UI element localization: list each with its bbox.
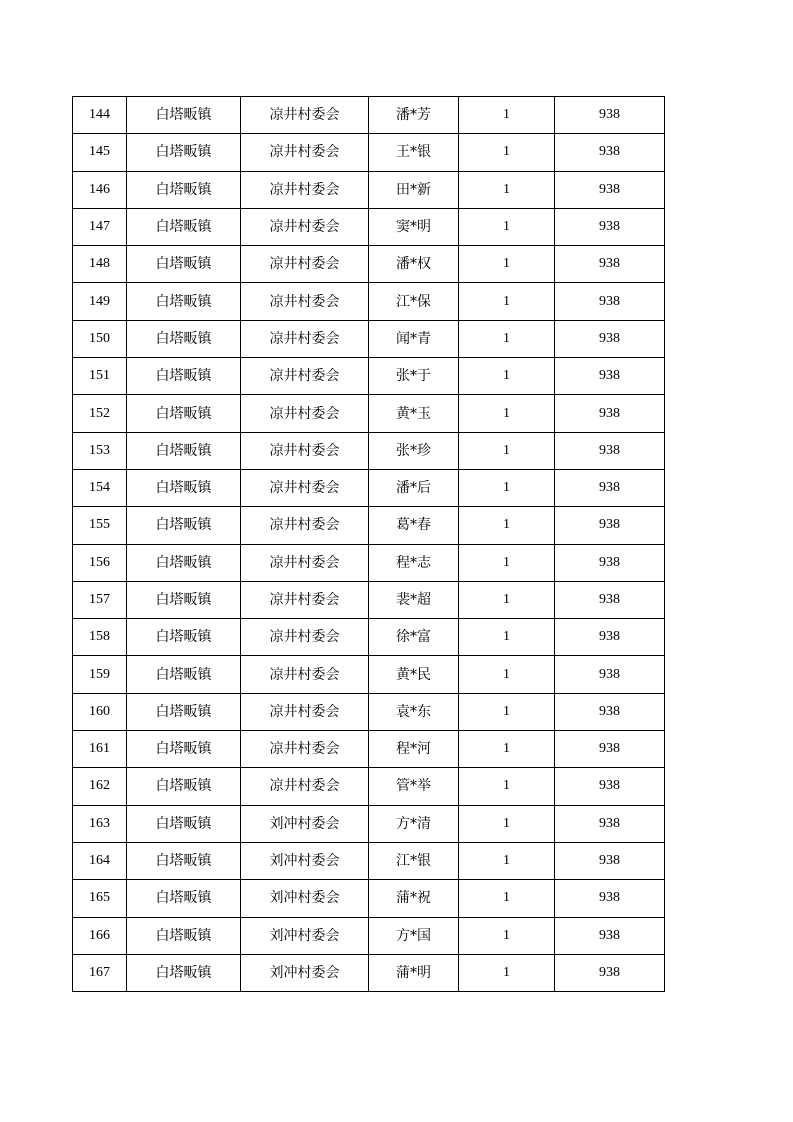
table-row	[73, 917, 665, 954]
cell-amount: 938	[555, 619, 665, 656]
cell-serial-number: 145	[73, 134, 127, 171]
cell-village-committee: 刘冲村委会	[241, 954, 369, 991]
cell-amount: 938	[555, 507, 665, 544]
cell-town: 白塔畈镇	[127, 842, 241, 879]
cell-serial-number: 154	[73, 469, 127, 506]
cell-person-name: 蒲*祝	[369, 880, 459, 917]
cell-serial-number: 167	[73, 954, 127, 991]
cell-amount: 938	[555, 432, 665, 469]
cell-town: 白塔畈镇	[127, 395, 241, 432]
cell-amount: 938	[555, 208, 665, 245]
table-row	[73, 469, 665, 506]
cell-person-name: 葛*春	[369, 507, 459, 544]
cell-town: 白塔畈镇	[127, 97, 241, 134]
cell-village-committee: 凉井村委会	[241, 656, 369, 693]
cell-person-name: 王*银	[369, 134, 459, 171]
table-row	[73, 880, 665, 917]
roster-table	[72, 96, 665, 992]
table-row	[73, 693, 665, 730]
cell-serial-number: 151	[73, 358, 127, 395]
cell-town: 白塔畈镇	[127, 171, 241, 208]
cell-person-name: 管*举	[369, 768, 459, 805]
table-row	[73, 805, 665, 842]
cell-person-name: 潘*芳	[369, 97, 459, 134]
cell-village-committee: 凉井村委会	[241, 619, 369, 656]
cell-village-committee: 凉井村委会	[241, 581, 369, 618]
cell-count: 1	[459, 581, 555, 618]
cell-person-name: 方*国	[369, 917, 459, 954]
cell-person-name: 闻*青	[369, 320, 459, 357]
cell-town: 白塔畈镇	[127, 469, 241, 506]
cell-serial-number: 156	[73, 544, 127, 581]
cell-amount: 938	[555, 693, 665, 730]
cell-village-committee: 凉井村委会	[241, 208, 369, 245]
cell-amount: 938	[555, 842, 665, 879]
cell-amount: 938	[555, 171, 665, 208]
cell-person-name: 蒲*明	[369, 954, 459, 991]
cell-person-name: 江*保	[369, 283, 459, 320]
cell-town: 白塔畈镇	[127, 134, 241, 171]
cell-serial-number: 159	[73, 656, 127, 693]
table-row	[73, 731, 665, 768]
cell-amount: 938	[555, 880, 665, 917]
cell-serial-number: 147	[73, 208, 127, 245]
cell-town: 白塔畈镇	[127, 731, 241, 768]
cell-amount: 938	[555, 246, 665, 283]
cell-town: 白塔畈镇	[127, 768, 241, 805]
cell-serial-number: 152	[73, 395, 127, 432]
cell-count: 1	[459, 805, 555, 842]
cell-village-committee: 刘冲村委会	[241, 842, 369, 879]
cell-count: 1	[459, 917, 555, 954]
cell-person-name: 袁*东	[369, 693, 459, 730]
cell-person-name: 方*清	[369, 805, 459, 842]
cell-amount: 938	[555, 805, 665, 842]
cell-village-committee: 刘冲村委会	[241, 805, 369, 842]
cell-serial-number: 148	[73, 246, 127, 283]
cell-serial-number: 144	[73, 97, 127, 134]
cell-serial-number: 149	[73, 283, 127, 320]
cell-amount: 938	[555, 656, 665, 693]
cell-person-name: 徐*富	[369, 619, 459, 656]
cell-person-name: 张*于	[369, 358, 459, 395]
cell-amount: 938	[555, 320, 665, 357]
table-row	[73, 842, 665, 879]
cell-count: 1	[459, 395, 555, 432]
cell-village-committee: 凉井村委会	[241, 134, 369, 171]
cell-person-name: 田*新	[369, 171, 459, 208]
table-row	[73, 619, 665, 656]
cell-count: 1	[459, 97, 555, 134]
cell-person-name: 潘*后	[369, 469, 459, 506]
cell-village-committee: 凉井村委会	[241, 283, 369, 320]
cell-town: 白塔畈镇	[127, 805, 241, 842]
cell-person-name: 裴*超	[369, 581, 459, 618]
cell-town: 白塔畈镇	[127, 619, 241, 656]
cell-serial-number: 150	[73, 320, 127, 357]
cell-person-name: 潘*权	[369, 246, 459, 283]
cell-serial-number: 160	[73, 693, 127, 730]
cell-village-committee: 凉井村委会	[241, 432, 369, 469]
cell-count: 1	[459, 507, 555, 544]
cell-serial-number: 158	[73, 619, 127, 656]
cell-town: 白塔畈镇	[127, 693, 241, 730]
cell-person-name: 窦*明	[369, 208, 459, 245]
cell-town: 白塔畈镇	[127, 581, 241, 618]
cell-serial-number: 166	[73, 917, 127, 954]
cell-town: 白塔畈镇	[127, 283, 241, 320]
cell-amount: 938	[555, 768, 665, 805]
table-row	[73, 656, 665, 693]
cell-town: 白塔畈镇	[127, 880, 241, 917]
table-row	[73, 97, 665, 134]
table-row	[73, 283, 665, 320]
cell-village-committee: 凉井村委会	[241, 97, 369, 134]
table-row	[73, 432, 665, 469]
cell-count: 1	[459, 134, 555, 171]
table-row	[73, 171, 665, 208]
cell-amount: 938	[555, 395, 665, 432]
table-row	[73, 208, 665, 245]
table-row	[73, 507, 665, 544]
cell-amount: 938	[555, 134, 665, 171]
cell-village-committee: 凉井村委会	[241, 731, 369, 768]
cell-serial-number: 161	[73, 731, 127, 768]
cell-town: 白塔畈镇	[127, 246, 241, 283]
cell-amount: 938	[555, 544, 665, 581]
cell-village-committee: 凉井村委会	[241, 320, 369, 357]
cell-village-committee: 刘冲村委会	[241, 917, 369, 954]
cell-count: 1	[459, 432, 555, 469]
cell-town: 白塔畈镇	[127, 656, 241, 693]
cell-amount: 938	[555, 469, 665, 506]
cell-count: 1	[459, 171, 555, 208]
cell-count: 1	[459, 320, 555, 357]
cell-village-committee: 凉井村委会	[241, 171, 369, 208]
cell-town: 白塔畈镇	[127, 358, 241, 395]
cell-village-committee: 凉井村委会	[241, 693, 369, 730]
cell-count: 1	[459, 731, 555, 768]
roster-body	[73, 97, 665, 992]
cell-serial-number: 153	[73, 432, 127, 469]
cell-amount: 938	[555, 283, 665, 320]
cell-count: 1	[459, 358, 555, 395]
cell-village-committee: 凉井村委会	[241, 507, 369, 544]
cell-village-committee: 凉井村委会	[241, 544, 369, 581]
cell-town: 白塔畈镇	[127, 320, 241, 357]
cell-village-committee: 凉井村委会	[241, 358, 369, 395]
cell-serial-number: 162	[73, 768, 127, 805]
cell-person-name: 程*志	[369, 544, 459, 581]
cell-town: 白塔畈镇	[127, 954, 241, 991]
cell-person-name: 黄*玉	[369, 395, 459, 432]
cell-count: 1	[459, 954, 555, 991]
cell-village-committee: 凉井村委会	[241, 768, 369, 805]
cell-town: 白塔畈镇	[127, 208, 241, 245]
table-row	[73, 768, 665, 805]
cell-person-name: 张*珍	[369, 432, 459, 469]
cell-town: 白塔畈镇	[127, 917, 241, 954]
table-row	[73, 246, 665, 283]
cell-count: 1	[459, 842, 555, 879]
cell-count: 1	[459, 768, 555, 805]
cell-village-committee: 凉井村委会	[241, 246, 369, 283]
cell-person-name: 程*河	[369, 731, 459, 768]
cell-count: 1	[459, 246, 555, 283]
cell-town: 白塔畈镇	[127, 507, 241, 544]
table-row	[73, 581, 665, 618]
cell-count: 1	[459, 469, 555, 506]
cell-serial-number: 165	[73, 880, 127, 917]
cell-amount: 938	[555, 358, 665, 395]
cell-count: 1	[459, 544, 555, 581]
cell-town: 白塔畈镇	[127, 544, 241, 581]
cell-town: 白塔畈镇	[127, 432, 241, 469]
cell-person-name: 黄*民	[369, 656, 459, 693]
cell-count: 1	[459, 283, 555, 320]
cell-amount: 938	[555, 954, 665, 991]
cell-serial-number: 146	[73, 171, 127, 208]
cell-count: 1	[459, 656, 555, 693]
cell-amount: 938	[555, 97, 665, 134]
cell-amount: 938	[555, 581, 665, 618]
cell-count: 1	[459, 880, 555, 917]
table-row	[73, 544, 665, 581]
cell-serial-number: 157	[73, 581, 127, 618]
table-row	[73, 358, 665, 395]
table-row	[73, 954, 665, 991]
table-row	[73, 320, 665, 357]
cell-amount: 938	[555, 917, 665, 954]
cell-count: 1	[459, 693, 555, 730]
cell-amount: 938	[555, 731, 665, 768]
cell-village-committee: 凉井村委会	[241, 395, 369, 432]
cell-serial-number: 163	[73, 805, 127, 842]
cell-serial-number: 164	[73, 842, 127, 879]
cell-count: 1	[459, 208, 555, 245]
cell-village-committee: 凉井村委会	[241, 469, 369, 506]
table-row	[73, 134, 665, 171]
cell-person-name: 江*银	[369, 842, 459, 879]
table-row	[73, 395, 665, 432]
cell-count: 1	[459, 619, 555, 656]
cell-serial-number: 155	[73, 507, 127, 544]
cell-village-committee: 刘冲村委会	[241, 880, 369, 917]
